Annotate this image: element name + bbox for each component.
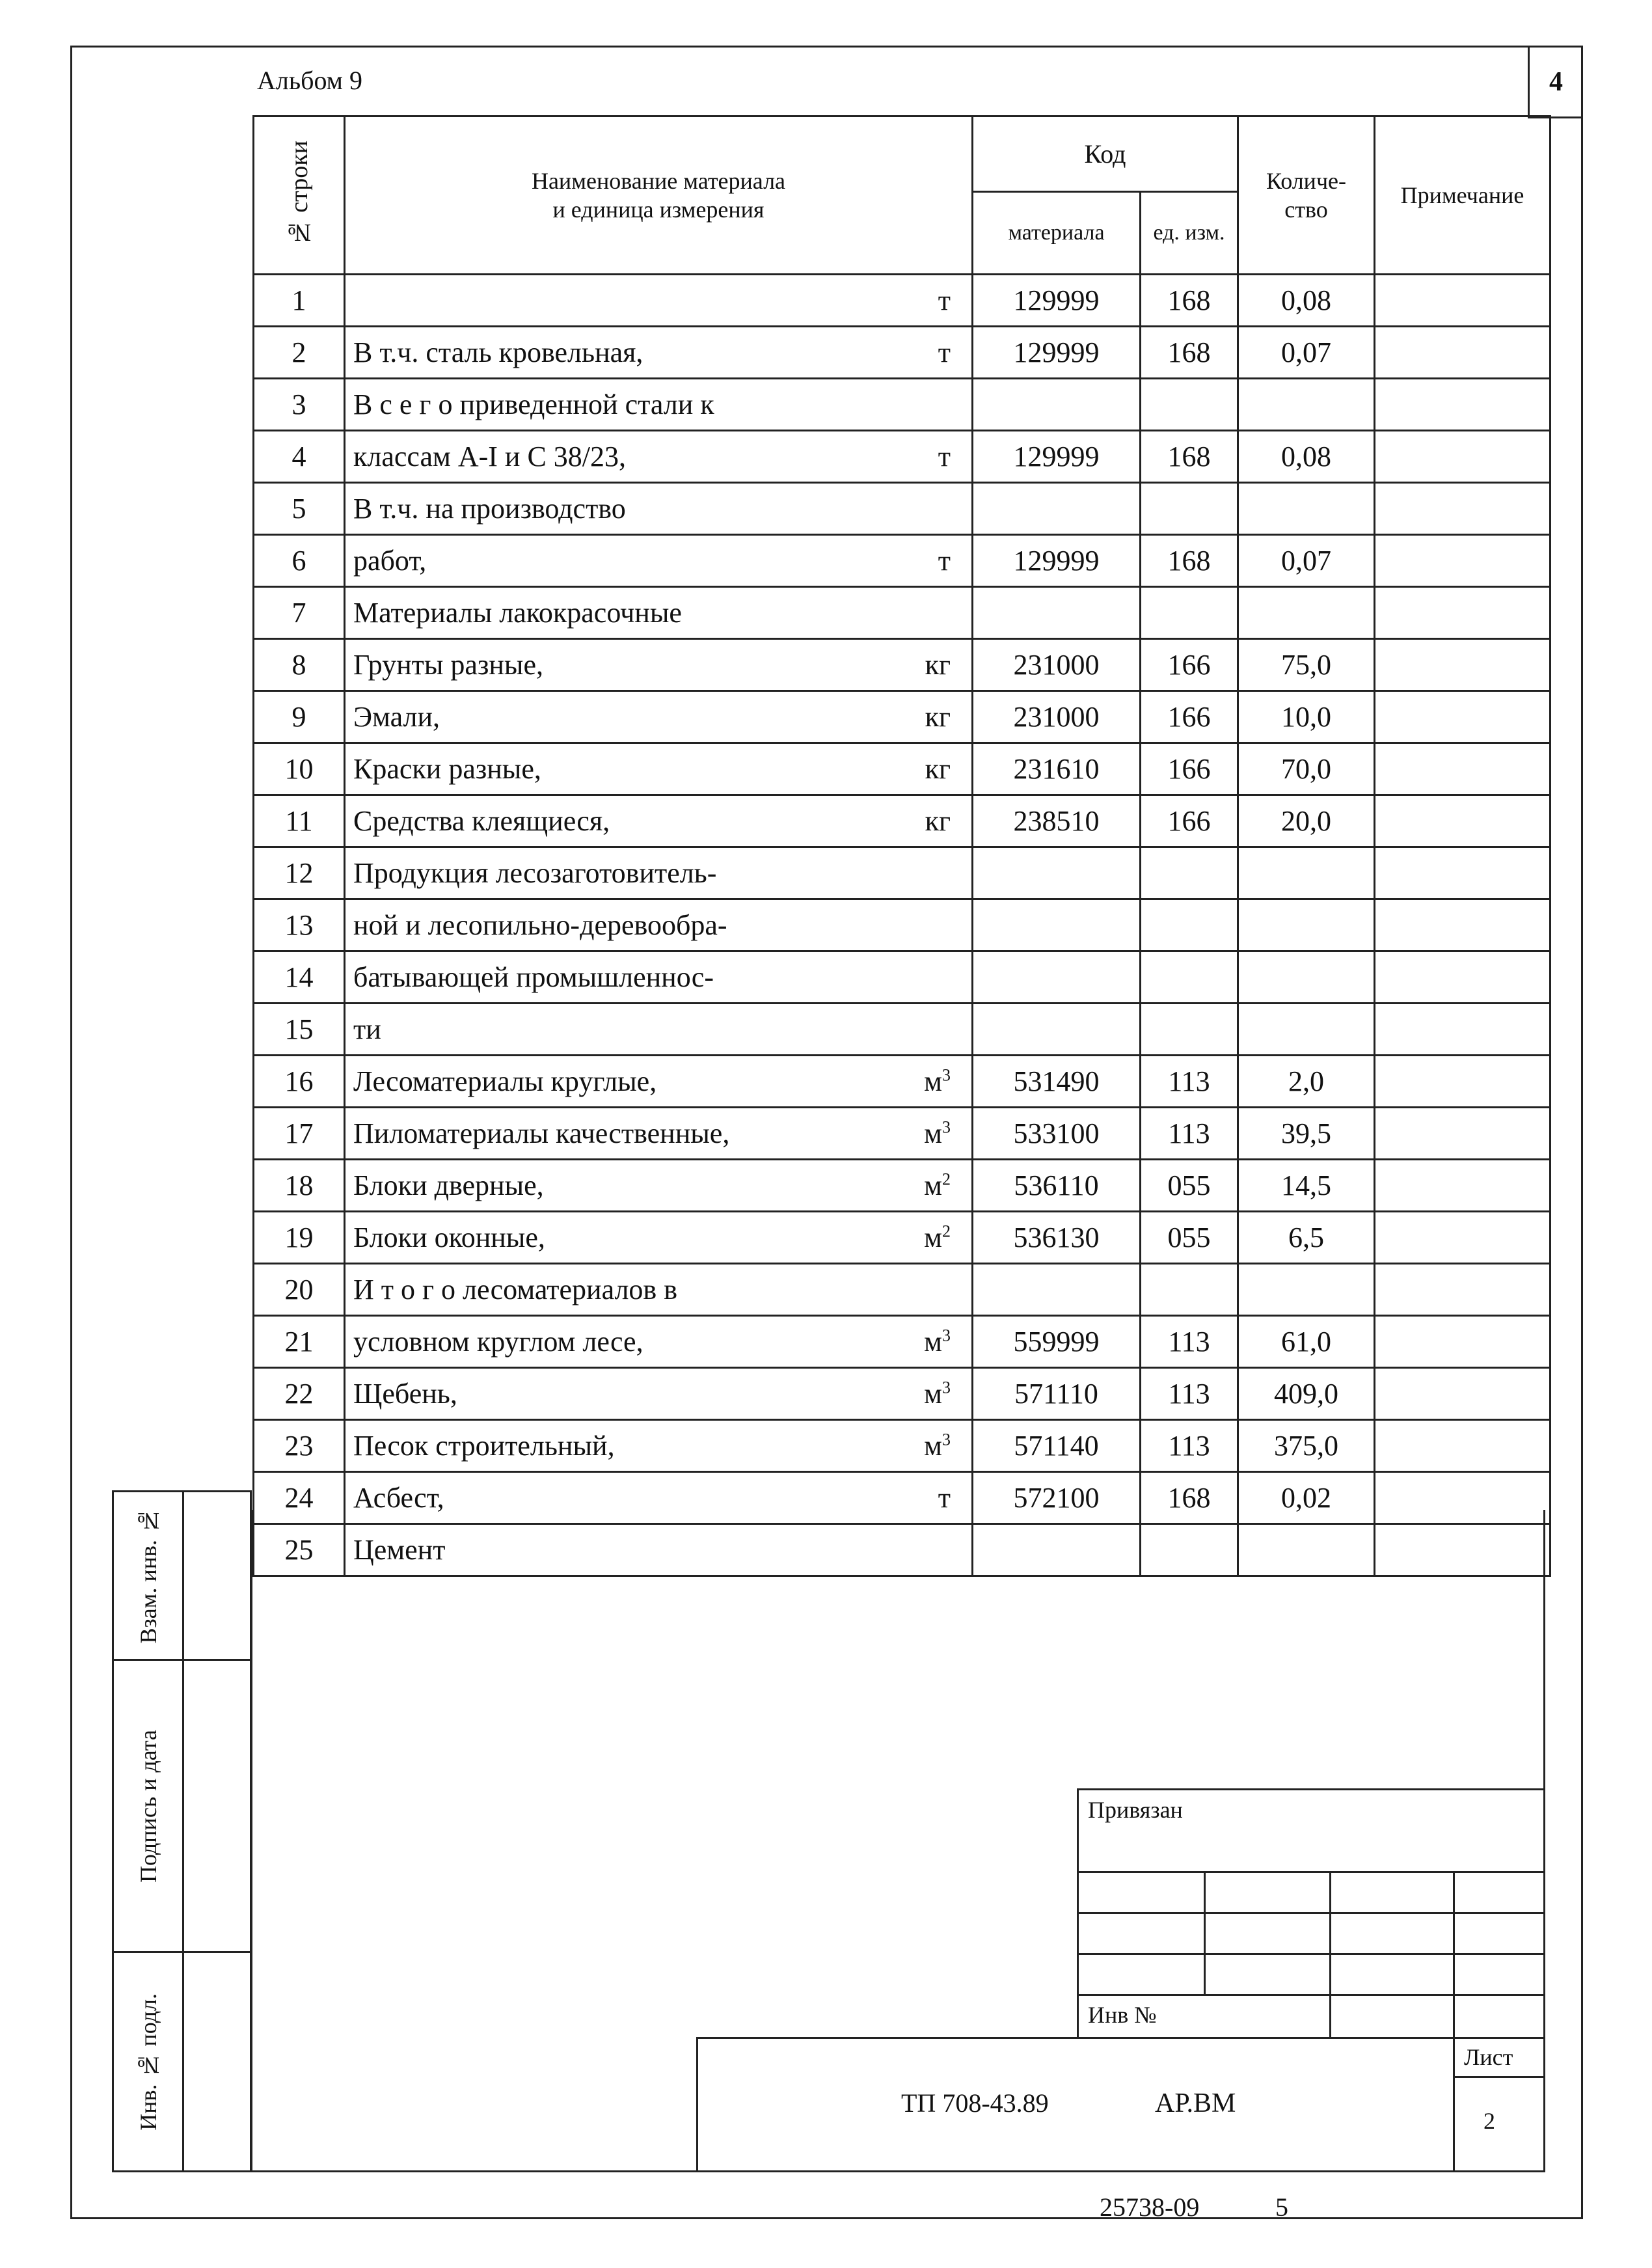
title-block-line <box>696 2037 698 2172</box>
measure-unit: т <box>938 441 951 472</box>
note <box>1375 795 1550 847</box>
material-name-text: Цемент <box>353 1534 446 1566</box>
quantity <box>1238 951 1375 1004</box>
col-name: Наименование материала и единица измерения <box>345 116 973 275</box>
note <box>1375 327 1550 379</box>
material-code: 129999 <box>973 275 1141 327</box>
unit-code: 113 <box>1141 1420 1238 1472</box>
quantity <box>1238 483 1375 535</box>
unit-code <box>1141 899 1238 951</box>
col-code: Код <box>973 116 1238 192</box>
table-row <box>254 1212 1550 1264</box>
row-number: 23 <box>254 1420 345 1472</box>
stamp-list-label: Лист <box>1464 2044 1513 2070</box>
material-name <box>345 691 973 743</box>
note <box>1375 1316 1550 1368</box>
row-number: 7 <box>254 587 345 639</box>
material-name-text: Асбест, <box>353 1482 444 1514</box>
stamp-line <box>1077 1912 1543 1914</box>
quantity <box>1238 1004 1375 1056</box>
measure-unit: т <box>938 336 951 368</box>
material-name <box>345 639 973 691</box>
material-name-text: классам А-I и С 38/23, <box>353 441 627 472</box>
material-name-text: В с е г о приведенной стали к <box>353 389 714 420</box>
material-name <box>345 951 973 1004</box>
table-row <box>254 1004 1550 1056</box>
stamp-privyazan: Привязан <box>1088 1797 1183 1823</box>
row-number: 16 <box>254 1056 345 1108</box>
material-code: 559999 <box>973 1316 1141 1368</box>
quantity: 14,5 <box>1238 1160 1375 1212</box>
material-code: 533100 <box>973 1108 1141 1160</box>
note <box>1375 431 1550 483</box>
table-row <box>254 327 1550 379</box>
note <box>1375 483 1550 535</box>
material-name-text: И т о г о лесоматериалов в <box>353 1274 677 1305</box>
material-name-text: В т.ч. на производство <box>353 493 626 525</box>
material-name <box>345 847 973 899</box>
note <box>1375 1368 1550 1420</box>
unit-code: 113 <box>1141 1108 1238 1160</box>
material-name <box>345 1056 973 1108</box>
material-name-text: работ, <box>353 545 427 577</box>
material-code <box>973 847 1141 899</box>
row-number: 1 <box>254 275 345 327</box>
unit-code: 168 <box>1141 535 1238 587</box>
stamp-line <box>1204 1871 1206 1994</box>
measure-unit: $м^3$ <box>924 1378 951 1410</box>
doc-section: АР.ВМ <box>1155 2088 1236 2118</box>
material-name <box>345 1108 973 1160</box>
unit-code: 055 <box>1141 1212 1238 1264</box>
material-name-text: Средства клеящиеся, <box>353 805 610 837</box>
unit-code <box>1141 1004 1238 1056</box>
unit-code: 166 <box>1141 691 1238 743</box>
table-row <box>254 639 1550 691</box>
quantity <box>1238 847 1375 899</box>
unit-code: 168 <box>1141 275 1238 327</box>
material-name-text: Продукция лесозаготовитель- <box>353 857 717 889</box>
material-name <box>345 587 973 639</box>
quantity: 2,0 <box>1238 1056 1375 1108</box>
quantity: 0,02 <box>1238 1472 1375 1524</box>
quantity: 61,0 <box>1238 1316 1375 1368</box>
note <box>1375 951 1550 1004</box>
unit-code <box>1141 847 1238 899</box>
note <box>1375 1108 1550 1160</box>
quantity <box>1238 379 1375 431</box>
material-code <box>973 483 1141 535</box>
row-number: 5 <box>254 483 345 535</box>
material-name-text: В т.ч. сталь кровельная, <box>353 336 643 368</box>
unit-code: 168 <box>1141 327 1238 379</box>
material-name-text: Щебень, <box>353 1378 457 1410</box>
side-label-podpis: Подпись и дата <box>135 1729 161 1883</box>
row-number: 14 <box>254 951 345 1004</box>
material-name-text: Грунты разные, <box>353 649 543 681</box>
material-name-text: ной и лесопильно-деревообра- <box>353 909 727 941</box>
row-number: 10 <box>254 743 345 795</box>
measure-unit: $м^3$ <box>924 1065 951 1097</box>
note <box>1375 1420 1550 1472</box>
note <box>1375 899 1550 951</box>
material-code: 129999 <box>973 431 1141 483</box>
table-row <box>254 743 1550 795</box>
quantity: 10,0 <box>1238 691 1375 743</box>
frame-line <box>112 2170 1543 2172</box>
material-code: 231000 <box>973 639 1141 691</box>
material-code <box>973 899 1141 951</box>
stamp-line <box>1077 1994 1543 1996</box>
note <box>1375 1212 1550 1264</box>
quantity: 0,08 <box>1238 431 1375 483</box>
measure-unit: $м^3$ <box>924 1117 951 1149</box>
material-name-text: условном круглом лесе, <box>353 1326 643 1358</box>
stamp-line <box>1329 1871 1331 2039</box>
material-code <box>973 951 1141 1004</box>
material-code: 231610 <box>973 743 1141 795</box>
row-number: 20 <box>254 1264 345 1316</box>
material-name <box>345 1264 973 1316</box>
measure-unit: кг <box>925 753 951 785</box>
material-name <box>345 795 973 847</box>
measure-unit: т <box>938 1482 951 1514</box>
material-code: 536110 <box>973 1160 1141 1212</box>
material-name <box>345 1420 973 1472</box>
material-name-text: батывающей промышленнос- <box>353 961 714 993</box>
table-row <box>254 1316 1550 1368</box>
note <box>1375 587 1550 639</box>
row-number: 12 <box>254 847 345 899</box>
material-code: 536130 <box>973 1212 1141 1264</box>
note <box>1375 691 1550 743</box>
note <box>1375 535 1550 587</box>
quantity: 70,0 <box>1238 743 1375 795</box>
row-number: 2 <box>254 327 345 379</box>
measure-unit: т <box>938 284 951 316</box>
table-row <box>254 587 1550 639</box>
row-number: 9 <box>254 691 345 743</box>
table-row <box>254 1368 1550 1420</box>
stamp-line <box>1453 1871 1455 2172</box>
stamp-inv-no: Инв № <box>1088 2002 1157 2028</box>
quantity <box>1238 587 1375 639</box>
unit-code <box>1141 483 1238 535</box>
unit-code: 055 <box>1141 1160 1238 1212</box>
unit-code: 113 <box>1141 1316 1238 1368</box>
unit-code: 166 <box>1141 639 1238 691</box>
side-box-vzam <box>112 1490 252 1661</box>
col-code-material: материала <box>973 192 1141 275</box>
material-name-text: Песок строительный, <box>353 1430 615 1462</box>
material-name-text: Блоки дверные, <box>353 1169 544 1201</box>
measure-unit: т <box>938 545 951 577</box>
note <box>1375 847 1550 899</box>
note <box>1375 1056 1550 1108</box>
material-name-text: Материалы лакокрасочные <box>353 597 682 629</box>
row-number: 11 <box>254 795 345 847</box>
material-name-text: Лесоматериалы круглые, <box>353 1065 657 1097</box>
table-row <box>254 1108 1550 1160</box>
quantity: 0,07 <box>1238 327 1375 379</box>
material-code <box>973 379 1141 431</box>
quantity: 375,0 <box>1238 1420 1375 1472</box>
table-row <box>254 1056 1550 1108</box>
unit-code: 166 <box>1141 795 1238 847</box>
row-number: 6 <box>254 535 345 587</box>
unit-code <box>1141 1524 1238 1576</box>
material-name <box>345 327 973 379</box>
material-code <box>973 1524 1141 1576</box>
quantity: 39,5 <box>1238 1108 1375 1160</box>
note <box>1375 1004 1550 1056</box>
album-page-number: 4 <box>1528 47 1582 118</box>
measure-unit: $м^2$ <box>924 1169 951 1201</box>
material-name <box>345 1472 973 1524</box>
unit-code <box>1141 951 1238 1004</box>
quantity <box>1238 1524 1375 1576</box>
title-block-line <box>696 2037 1543 2039</box>
unit-code: 168 <box>1141 431 1238 483</box>
material-name-text: ти <box>353 1013 381 1045</box>
row-number: 17 <box>254 1108 345 1160</box>
measure-unit: $м^2$ <box>924 1222 951 1253</box>
material-name <box>345 483 973 535</box>
col-note: Примечание <box>1375 116 1550 275</box>
doc-code: ТП 708-43.89 <box>901 2088 1049 2118</box>
unit-code <box>1141 587 1238 639</box>
row-number: 21 <box>254 1316 345 1368</box>
unit-code: 166 <box>1141 743 1238 795</box>
side-label-inv: Инв. № подл. <box>135 1993 161 2131</box>
quantity: 0,07 <box>1238 535 1375 587</box>
row-number: 3 <box>254 379 345 431</box>
row-number: 19 <box>254 1212 345 1264</box>
col-qty: Количе- ство <box>1238 116 1375 275</box>
side-box-inv <box>112 1951 252 2172</box>
material-name <box>345 379 973 431</box>
material-name <box>345 743 973 795</box>
material-code <box>973 587 1141 639</box>
side-label-vzam: Взам. инв. № <box>135 1507 161 1644</box>
material-name-text: Пиломатериалы качественные, <box>353 1117 730 1149</box>
table-row <box>254 1524 1550 1576</box>
note <box>1375 743 1550 795</box>
col-row-no: № строки <box>254 116 345 275</box>
table-row <box>254 1420 1550 1472</box>
row-number: 4 <box>254 431 345 483</box>
material-name <box>345 1004 973 1056</box>
quantity <box>1238 899 1375 951</box>
table-row <box>254 379 1550 431</box>
material-code: 129999 <box>973 327 1141 379</box>
material-code: 238510 <box>973 795 1141 847</box>
materials-table <box>252 115 1551 1577</box>
row-number: 22 <box>254 1368 345 1420</box>
measure-unit: $м^3$ <box>924 1326 951 1358</box>
note <box>1375 1472 1550 1524</box>
note <box>1375 379 1550 431</box>
stamp-line <box>1077 1788 1543 1790</box>
stamp-list-number: 2 <box>1483 2108 1495 2134</box>
material-name <box>345 1212 973 1264</box>
frame-line <box>1543 1510 1545 2172</box>
material-name <box>345 1316 973 1368</box>
material-code: 531490 <box>973 1056 1141 1108</box>
title-block-line <box>1453 2076 1543 2078</box>
quantity <box>1238 1264 1375 1316</box>
table-row <box>254 483 1550 535</box>
measure-unit: кг <box>925 649 951 681</box>
album-label: Альбом 9 <box>257 66 362 95</box>
material-code: 572100 <box>973 1472 1141 1524</box>
material-name <box>345 535 973 587</box>
unit-code: 113 <box>1141 1368 1238 1420</box>
material-code: 571140 <box>973 1420 1141 1472</box>
stamp-line <box>1077 1871 1543 1873</box>
measure-unit: $м^3$ <box>924 1430 951 1462</box>
material-name-text: Краски разные, <box>353 753 541 785</box>
unit-code: 113 <box>1141 1056 1238 1108</box>
table-row <box>254 1264 1550 1316</box>
row-number: 25 <box>254 1524 345 1576</box>
quantity: 20,0 <box>1238 795 1375 847</box>
material-name <box>345 431 973 483</box>
material-code: 129999 <box>973 535 1141 587</box>
table-row <box>254 795 1550 847</box>
note <box>1375 1264 1550 1316</box>
table-row <box>254 847 1550 899</box>
unit-code: 168 <box>1141 1472 1238 1524</box>
archive-page: 5 <box>1275 2193 1288 2222</box>
archive-number: 25738-09 <box>1100 2193 1200 2222</box>
measure-unit: кг <box>925 701 951 733</box>
quantity: 409,0 <box>1238 1368 1375 1420</box>
material-name-text: Блоки оконные, <box>353 1222 545 1253</box>
material-code: 231000 <box>973 691 1141 743</box>
material-name-text: Эмали, <box>353 701 440 733</box>
table-row <box>254 951 1550 1004</box>
material-code <box>973 1264 1141 1316</box>
table-row <box>254 535 1550 587</box>
row-number: 15 <box>254 1004 345 1056</box>
table-row <box>254 691 1550 743</box>
material-code <box>973 1004 1141 1056</box>
row-number: 18 <box>254 1160 345 1212</box>
unit-code <box>1141 379 1238 431</box>
row-number: 8 <box>254 639 345 691</box>
quantity: 0,08 <box>1238 275 1375 327</box>
note <box>1375 1160 1550 1212</box>
material-name <box>345 1160 973 1212</box>
side-box-podpis <box>112 1659 252 1953</box>
stamp-line <box>1077 1953 1543 1955</box>
note <box>1375 275 1550 327</box>
table-row <box>254 1472 1550 1524</box>
quantity: 6,5 <box>1238 1212 1375 1264</box>
note <box>1375 639 1550 691</box>
material-name <box>345 1524 973 1576</box>
material-name <box>345 1368 973 1420</box>
table-row <box>254 275 1550 327</box>
table-row <box>254 1160 1550 1212</box>
unit-code <box>1141 1264 1238 1316</box>
table-row <box>254 899 1550 951</box>
row-number: 13 <box>254 899 345 951</box>
quantity: 75,0 <box>1238 639 1375 691</box>
note <box>1375 1524 1550 1576</box>
material-name <box>345 275 973 327</box>
table-row <box>254 431 1550 483</box>
material-name <box>345 899 973 951</box>
col-code-unit: ед. изм. <box>1141 192 1238 275</box>
measure-unit: кг <box>925 805 951 837</box>
material-code: 571110 <box>973 1368 1141 1420</box>
row-number: 24 <box>254 1472 345 1524</box>
